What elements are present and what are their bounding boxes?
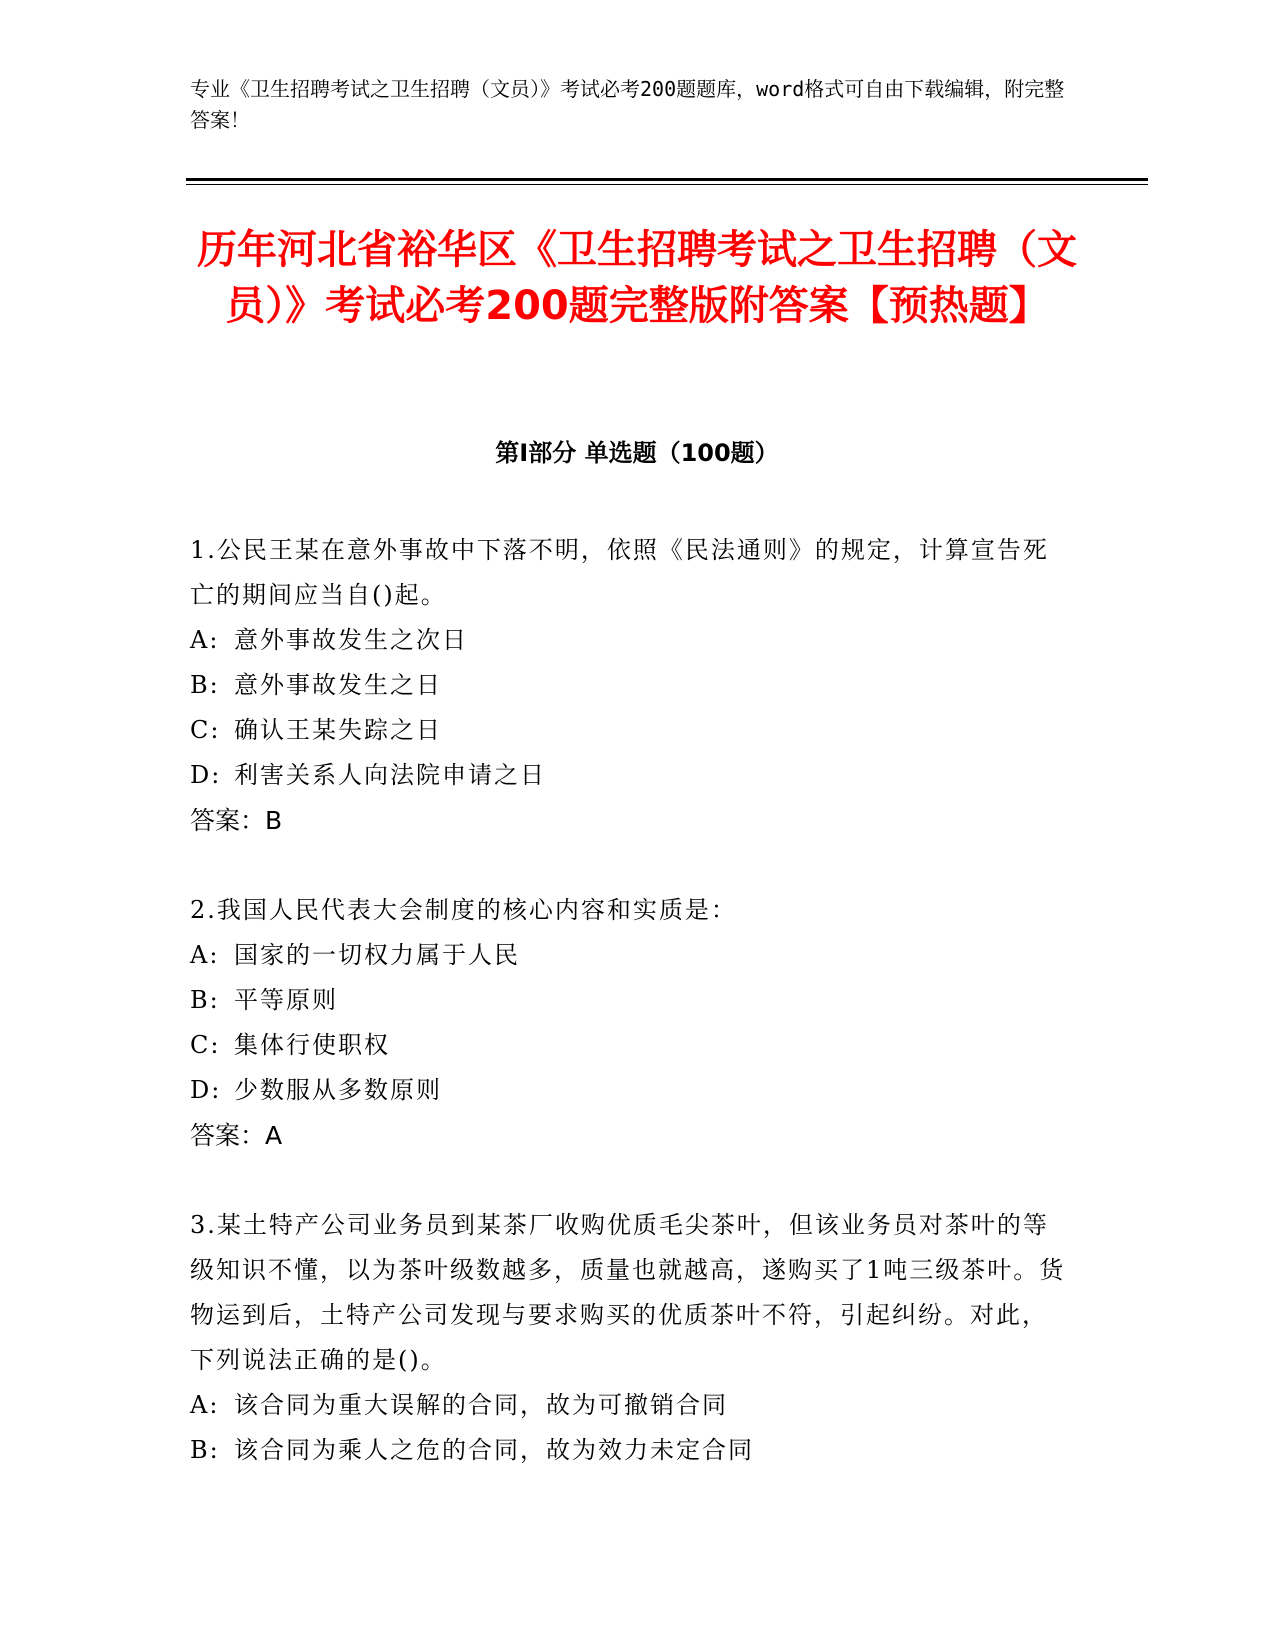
option-letter: A: — [190, 941, 220, 969]
option-d — [190, 753, 1070, 798]
question-text: 2.我国人民代表大会制度的核心内容和实质是： — [190, 896, 737, 924]
option-b — [190, 978, 1070, 1023]
option-letter: C: — [190, 716, 221, 744]
option-a — [190, 618, 1070, 663]
option-letter: D: — [190, 761, 222, 789]
option-text: 意外事故发生之日 — [234, 671, 442, 699]
header-divider-thick — [186, 178, 1148, 181]
option-b — [190, 663, 1070, 708]
question-1 — [190, 528, 1070, 843]
option-text: 该合同为重大误解的合同，故为可撤销合同 — [234, 1391, 728, 1419]
option-letter: B: — [190, 1436, 220, 1464]
option-text: 利害关系人向法院申请之日 — [234, 761, 546, 789]
option-text: 意外事故发生之次日 — [234, 626, 468, 654]
option-b — [190, 1428, 1070, 1473]
section-heading: 第I部分 单选题（100题） — [495, 439, 779, 467]
option-c — [190, 708, 1070, 753]
option-letter: D: — [190, 1076, 222, 1104]
question-3 — [190, 1203, 1070, 1473]
option-letter: A: — [190, 1391, 220, 1419]
option-text: 该合同为乘人之危的合同，故为效力未定合同 — [234, 1436, 754, 1464]
option-text: 少数服从多数原则 — [234, 1076, 442, 1104]
document-title: 历年河北省裕华区《卫生招聘考试之卫生招聘（文员）》考试必考200题完整版附答案【预热题】 — [197, 227, 1077, 329]
question-text: 3.某土特产公司业务员到某茶厂收购优质毛尖茶叶，但该业务员对茶叶的等级知识不懂，以为茶叶级数越多，质量也就越高，遂购买了1吨三级茶叶。货物运到后，土特产公司发现与要求购买的优质茶叶不符，引起纠纷。对此，下列说法正确的是()。 — [190, 1211, 1066, 1374]
option-d — [190, 1068, 1070, 1113]
option-text: 确认王某失踪之日 — [234, 716, 442, 744]
option-letter: B: — [190, 671, 220, 699]
answer-line: 答案：A — [190, 1121, 283, 1150]
option-letter: A: — [190, 626, 220, 654]
header-note: 专业《卫生招聘考试之卫生招聘（文员）》考试必考200题题库，word格式可自由下载编辑，附完整答案！ — [190, 77, 1065, 132]
option-c — [190, 1023, 1070, 1068]
answer-line: 答案：B — [190, 806, 283, 835]
option-letter: B: — [190, 986, 220, 1014]
question-text: 1.公民王某在意外事故中下落不明，依照《民法通则》的规定，计算宣告死亡的期间应当自()起。 — [190, 536, 1049, 609]
option-letter: C: — [190, 1031, 221, 1059]
header-divider-thin — [186, 184, 1148, 185]
question-list — [190, 528, 1070, 1518]
option-text: 平等原则 — [234, 986, 338, 1014]
option-a — [190, 1383, 1070, 1428]
option-a — [190, 933, 1070, 978]
option-text: 集体行使职权 — [234, 1031, 390, 1059]
question-2 — [190, 888, 1070, 1158]
option-text: 国家的一切权力属于人民 — [234, 941, 520, 969]
